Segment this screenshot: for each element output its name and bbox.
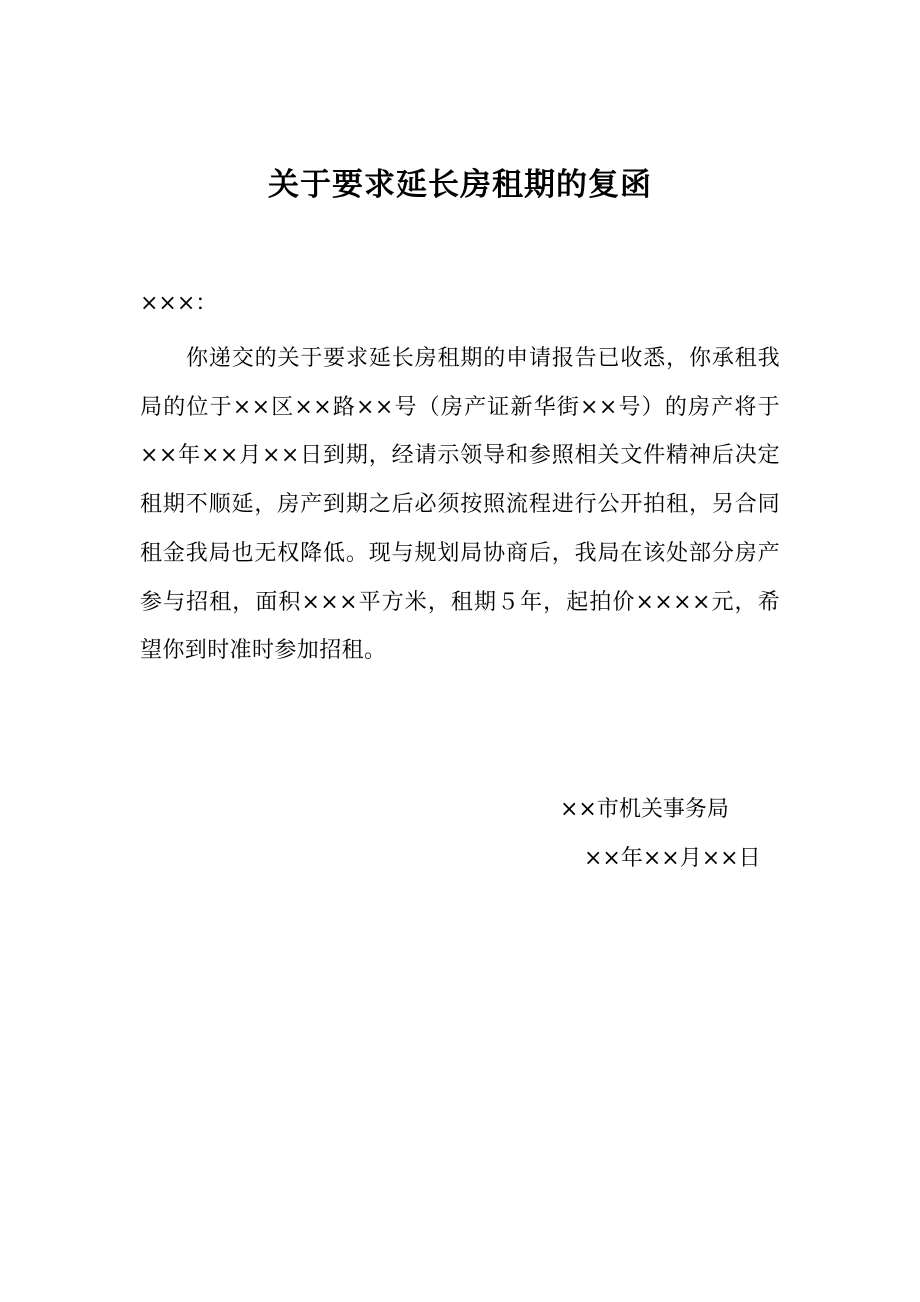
- body-paragraph: 你递交的关于要求延长房租期的申请报告已收悉，你承租我局的位于××区××路××号（房产证新华街××号）的房产将于××年××月××日到期，经请示领导和参照相关文件精神后决定租期不顺延，房产到期之后必须按照流程进行公开拍租，另合同租金我局也无权降低。现与规划局协商后，我局在该处部分房产参与招租，面积×××平方米，租期５年，起拍价××××元，希望你到时准时参加招租。: [140, 346, 780, 664]
- signature-organization: ××市机关事务局: [560, 797, 729, 822]
- signature-date: ××年××月××日: [584, 846, 761, 871]
- salutation: ×××：: [140, 291, 218, 316]
- document-title: 关于要求延长房租期的复函: [268, 167, 652, 203]
